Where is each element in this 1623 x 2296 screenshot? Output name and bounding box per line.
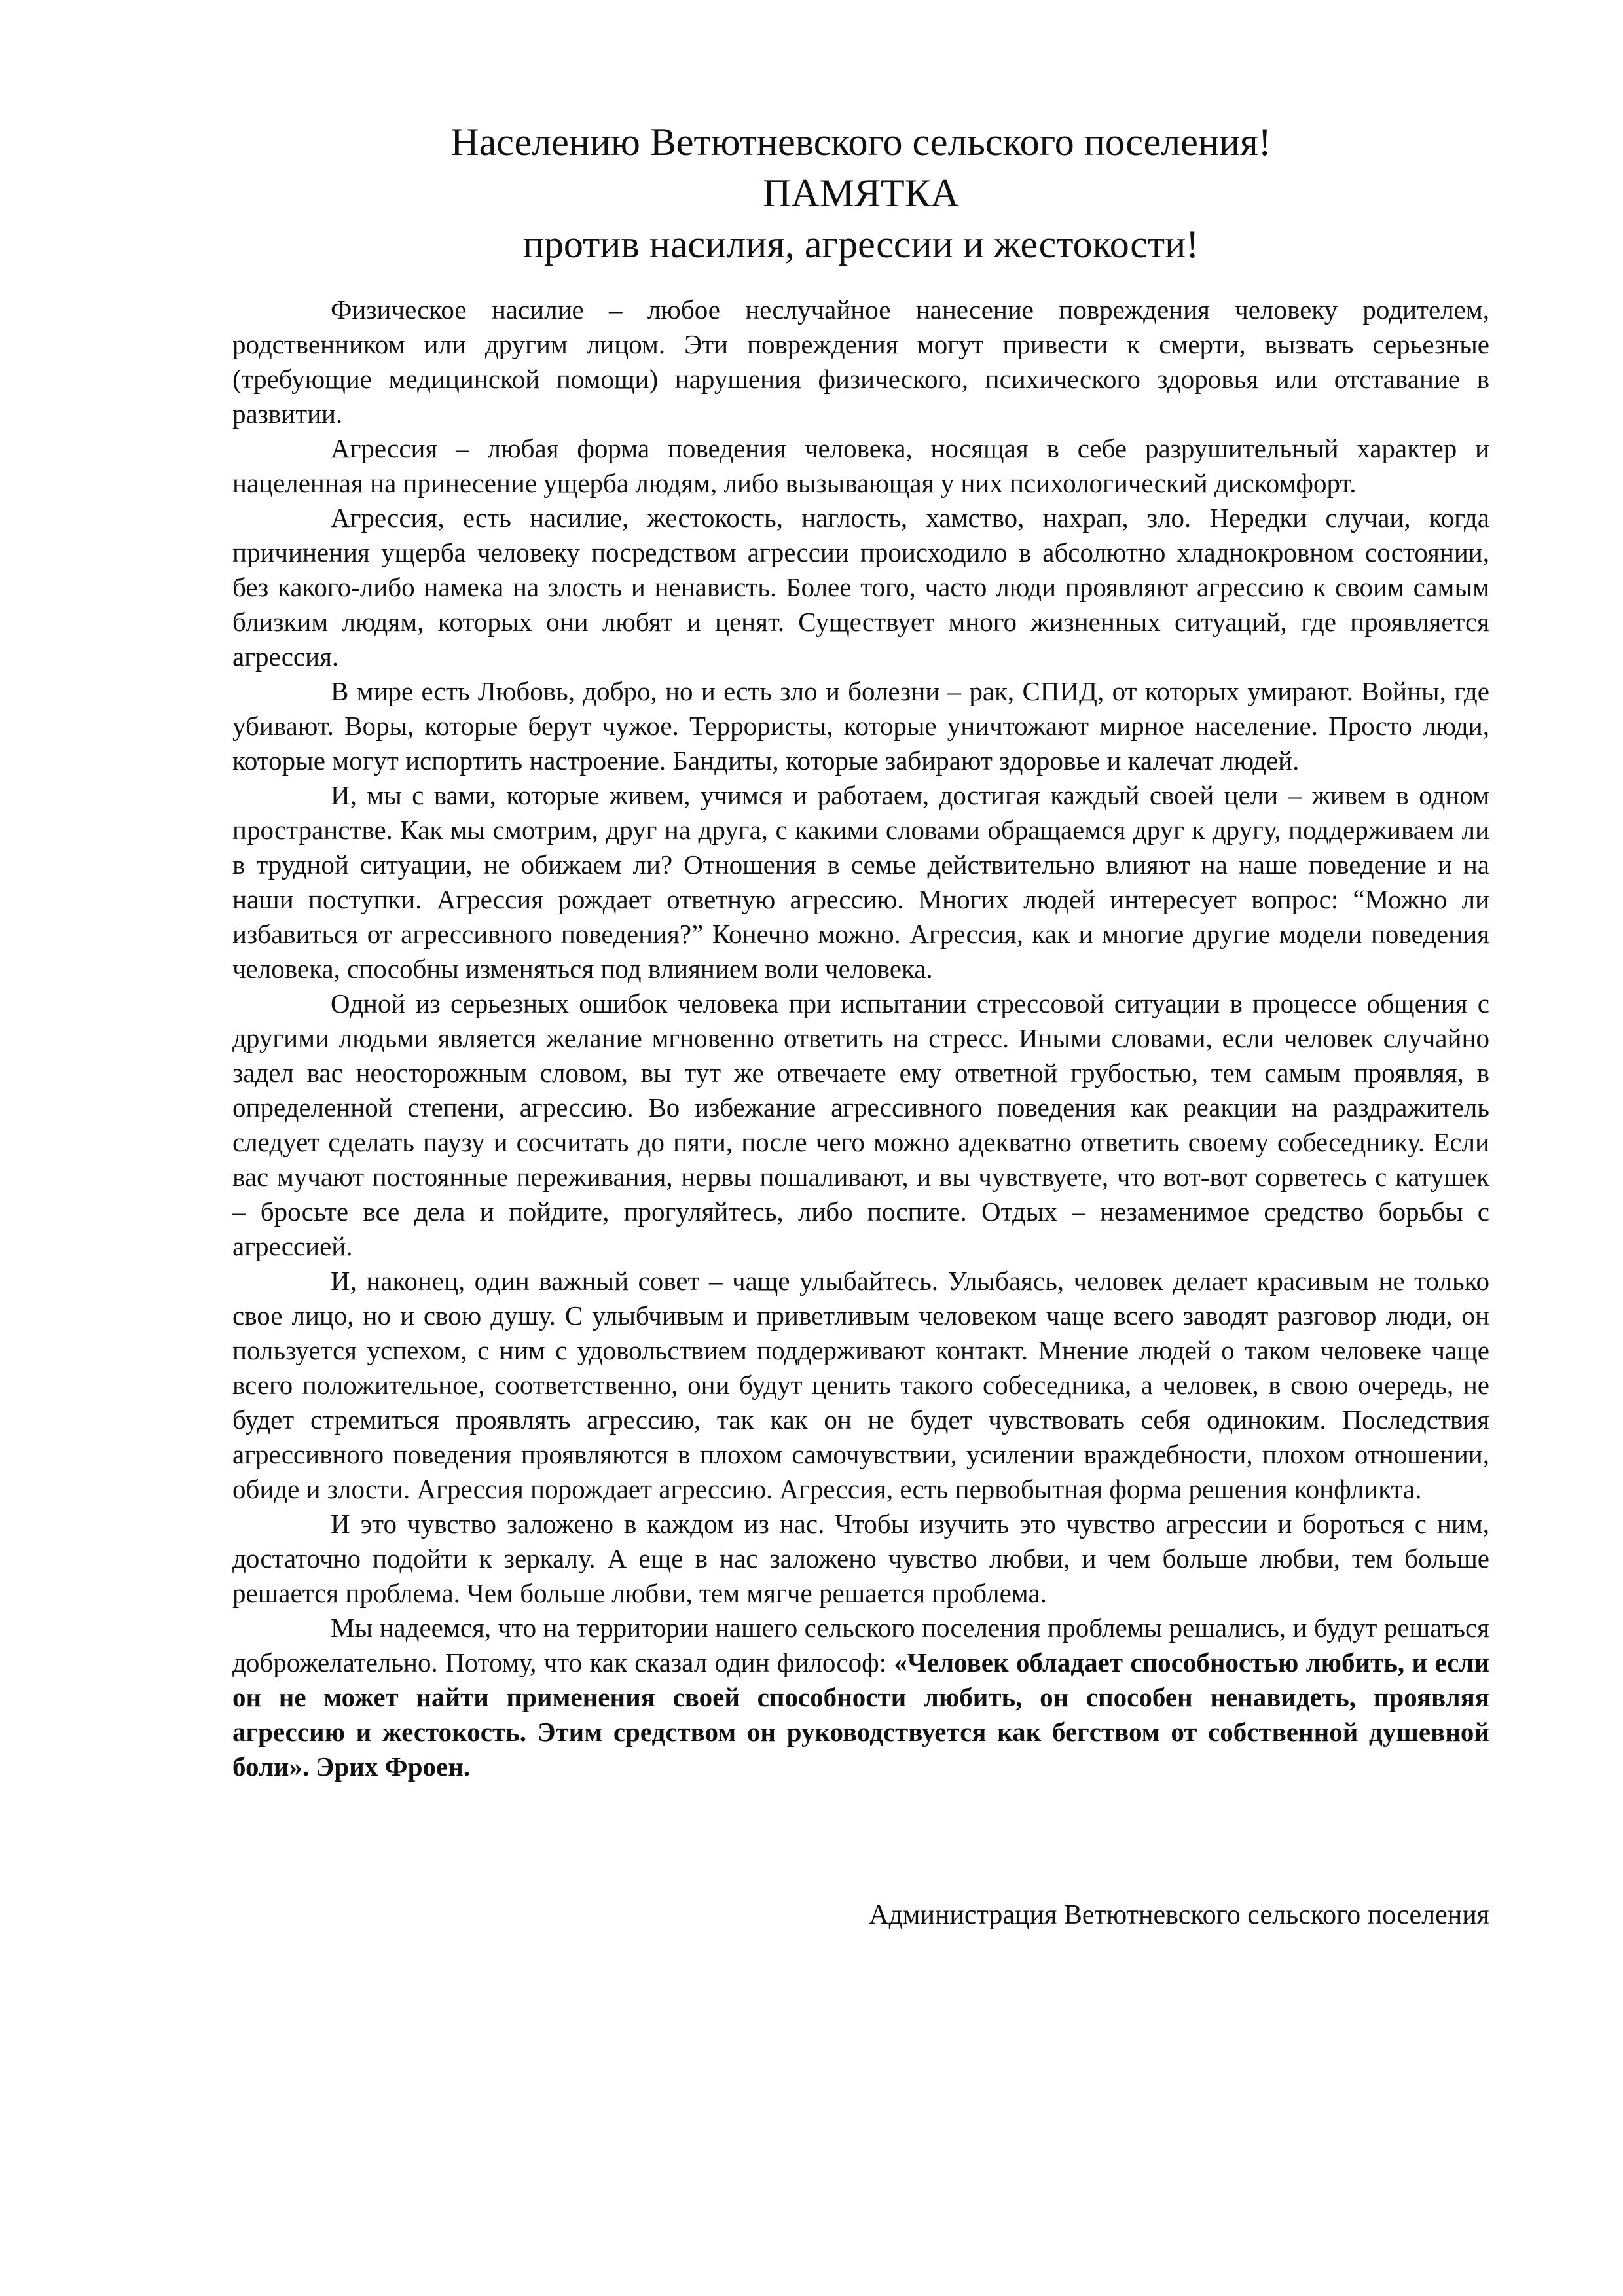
heading-title: ПАМЯТКА — [762, 171, 960, 215]
paragraph-mirror: И это чувство заложено в каждом из нас. Чтобы изучить это чувство агрессии и бороться с ним, достаточно подойти к зеркалу. А еще в нас заложено чувство любви, и чем больше любви, тем больше решается проблема. Чем больше любви, тем мягче решается проблема. — [232, 1509, 1489, 1608]
paragraph-smile-advice: И, наконец, один важный совет – чаще улыбайтесь. Улыбаясь, человек делает красивым не только свое лицо, но и свою душу. С улыбчивым и приветливым человеком чаще всего заводят разговор люди, он пользуется успехом, с ним с удовольствием поддерживают контакт. Мнение людей о таком человеке чаще всего положительное, соответственно, они будут ценить такого собеседника, а человек, в свою очередь, не будет стремиться проявлять агрессию, так как он не будет чувствовать себя одиноким. Последствия агрессивного поведения проявляются в плохом самочувствии, усилении враждебности, плохом отношении, обиде и злости. Агрессия порождает агрессию. Агрессия, есть первобытная форма решения конфликта. — [232, 1266, 1489, 1504]
document-body — [232, 293, 1489, 1784]
document-heading — [232, 117, 1489, 270]
heading-addressee: Населению Ветютневского сельского поселения! — [450, 120, 1271, 164]
paragraph-stress-advice: Одной из серьезных ошибок человека при испытании стрессовой ситуации в процессе общения с другими людьми является желание мгновенно ответить на стресс. Иными словами, если человек случайно задел вас неосторожным словом, вы тут же отвечаете ему ответной грубостью, тем самым проявляя, в определенной степени, агрессию. Во избежание агрессивного поведения как реакции на раздражитель следует сделать паузу и сосчитать до пяти, после чего можно адекватно ответить своему собеседнику. Если вас мучают постоянные переживания, нервы пошаливают, и вы чувствуете, что вот-вот сорветесь с катушек – бросьте все дела и пойдите, прогуляйтесь, либо поспите. Отдых – незаменимое средство борьбы с агрессией. — [232, 988, 1489, 1261]
paragraph-world-evil: В мире есть Любовь, добро, но и есть зло и болезни – рак, СПИД, от которых умирают. Войны, где убивают. Воры, которые берут чужое. Террористы, которые уничтожают мирное население. Просто люди, которые могут испортить настроение. Бандиты, которые забирают здоровье и калечат людей. — [232, 676, 1489, 776]
paragraph-relationships: И, мы с вами, которые живем, учимся и работаем, достигая каждый своей цели – живем в одном пространстве. Как мы смотрим, друг на друга, с какими словами обращаемся друг к другу, поддерживаем ли в трудной ситуации, не обижаем ли? Отношения в семье действительно влияют на наше поведение и на наши поступки. Агрессия рождает ответную агрессию. Многих людей интересует вопрос: “Можно ли избавиться от агрессивного поведения?” Конечно можно. Агрессия, как и многие другие модели поведения человека, способны изменяться под влиянием воли человека. — [232, 780, 1489, 984]
paragraph-aggression-forms: Агрессия, есть насилие, жестокость, наглость, хамство, нахрап, зло. Нередки случаи, когда причинения ущерба человеку посредством агрессии происходило в абсолютно хладнокровном состоянии, без какого-либо намека на злость и ненависть. Более того, часто люди проявляют агрессию к своим самым близким людям, которых они любят и ценят. Существует много жизненных ситуаций, где проявляется агрессия. — [232, 503, 1489, 672]
heading-subtitle: против насилия, агрессии и жестокости! — [522, 223, 1199, 266]
paragraph-physical-violence: Физическое насилие – любое неслучайное нанесение повреждения человеку родителем, родственником или другим лицом. Эти повреждения могут привести к смерти, вызвать серьезные (требующие медицинской помощи) нарушения физического, психического здоровья или отставание в развитии. — [232, 295, 1489, 429]
signature: Администрация Ветютневского сельского поселения — [869, 1900, 1489, 1930]
philosopher-quote: «Человек обладает способностью любить, и если он не может найти применения своей способности любить, он способен ненавидеть, проявляя агрессию и жестокость. Этим средством он руководствуется как бегством от собственной душевной боли». Эрих Фроен. — [232, 1647, 1490, 1782]
paragraph-aggression-definition: Агрессия – любая форма поведения человека, носящая в себе разрушительный характер и нацеленная на принесение ущерба людям, либо вызывающая у них психологический дискомфорт. — [232, 433, 1489, 498]
conclusion-text: Мы надеемся, что на территории нашего сельского поселения проблемы решались, и будут решаться доброжелательно. Потому, что как сказал один философ: — [232, 1613, 1489, 1677]
paragraph-conclusion — [232, 1611, 1489, 1784]
